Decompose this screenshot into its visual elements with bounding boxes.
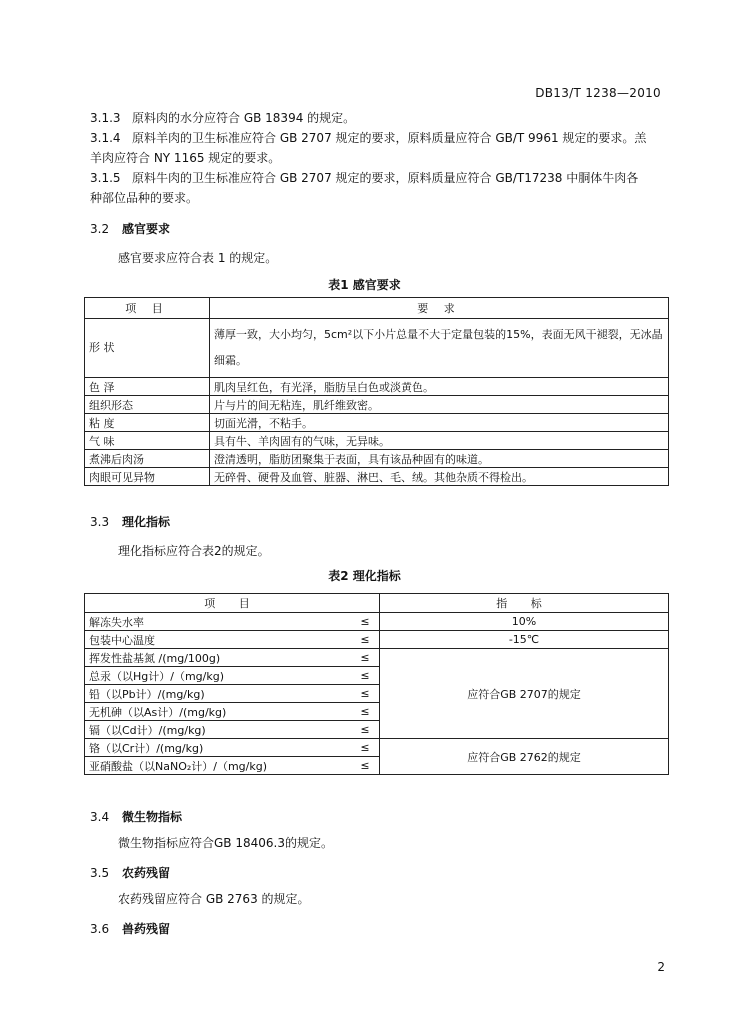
table-row [85, 649, 669, 667]
table1-caption: 表1 感官要求 [328, 278, 401, 292]
row-item: 包装中心温度 [85, 631, 352, 649]
physicochemical-table [84, 593, 669, 775]
section-number: 3.5 [90, 866, 110, 880]
clause-text: 原料牛肉的卫生标准应符合 GB 2707 规定的要求，原料质量应符合 GB/T17238 中胴体牛肉各 [132, 171, 639, 185]
table-row [85, 468, 669, 486]
row-value: 10% [380, 613, 669, 631]
row-value: -15℃ [380, 631, 669, 649]
table-row [85, 613, 669, 631]
table-header-row [85, 594, 669, 613]
column-header-item: 项 目 [85, 298, 210, 319]
section-number: 3.2 [90, 222, 110, 236]
le-sign: ≤ [351, 631, 380, 649]
row-requirement: 澄清透明，脂肪团聚集于表面，具有该品种固有的味道。 [210, 450, 669, 468]
table-row [85, 631, 669, 649]
section-number: 3.6 [90, 922, 110, 936]
section-body-3-3: 理化指标应符合表2的规定。 [118, 544, 270, 558]
section-heading-3-5 [90, 864, 170, 881]
document-number: DB13/T 1238—2010 [535, 86, 661, 100]
section-title: 农药残留 [122, 866, 171, 880]
le-sign: ≤ [351, 721, 380, 739]
section-body-3-2: 感官要求应符合表 1 的规定。 [118, 251, 278, 265]
table-row [85, 396, 669, 414]
section-title: 微生物指标 [122, 810, 183, 824]
le-sign: ≤ [351, 739, 380, 757]
le-sign: ≤ [351, 703, 380, 721]
section-heading-3-2 [90, 220, 170, 237]
clause-text: 原料羊肉的卫生标准应符合 GB 2707 规定的要求，原料质量应符合 GB/T 9961 规定的要求。羔 [132, 131, 647, 145]
page-number: 2 [657, 960, 665, 974]
row-item: 色 泽 [85, 378, 210, 396]
row-item: 铅（以Pb计）/(mg/kg) [85, 685, 352, 703]
clause-3-1-3 [90, 108, 355, 128]
le-sign: ≤ [351, 613, 380, 631]
le-sign: ≤ [351, 757, 380, 775]
clause-3-1-5 [90, 168, 638, 188]
clause-text: 原料肉的水分应符合 GB 18394 的规定。 [132, 111, 356, 125]
le-sign: ≤ [351, 685, 380, 703]
row-item: 亚硝酸盐（以NaNO₂计）/（mg/kg) [85, 757, 352, 775]
section-number: 3.4 [90, 810, 110, 824]
section-heading-3-4 [90, 808, 182, 825]
row-requirement: 肌肉呈红色，有光泽，脂肪呈白色或淡黄色。 [210, 378, 669, 396]
row-item: 肉眼可见异物 [85, 468, 210, 486]
section-heading-3-6 [90, 920, 170, 937]
column-header-indicator: 指 标 [380, 594, 669, 613]
row-requirement: 薄厚一致，大小均匀，5cm²以下小片总量不大于定量包装的15%，表面无风干褪裂，无冰晶细霜。 [210, 319, 669, 378]
clause-number: 3.1.5 [90, 171, 121, 185]
row-item: 组织形态 [85, 396, 210, 414]
table-row [85, 432, 669, 450]
section-number: 3.3 [90, 515, 110, 529]
table-row [85, 450, 669, 468]
table-row [85, 739, 669, 757]
row-item: 总汞（以Hg计）/（mg/kg) [85, 667, 352, 685]
clause-3-1-4 [90, 128, 646, 148]
section-body-3-5: 农药残留应符合 GB 2763 的规定。 [118, 892, 310, 906]
column-header-item: 项 目 [85, 594, 380, 613]
row-item: 气 味 [85, 432, 210, 450]
clause-number: 3.1.4 [90, 131, 121, 145]
le-sign: ≤ [351, 667, 380, 685]
le-sign: ≤ [351, 649, 380, 667]
sensory-requirements-table [84, 297, 669, 486]
row-requirement: 具有牛、羊肉固有的气味，无异味。 [210, 432, 669, 450]
table-row [85, 414, 669, 432]
merged-value-gb2707: 应符合GB 2707的规定 [380, 649, 669, 739]
row-requirement: 无碎骨、硬骨及血管、脏器、淋巴、毛、绒。其他杂质不得检出。 [210, 468, 669, 486]
merged-value-gb2762: 应符合GB 2762的规定 [380, 739, 669, 775]
table-row [85, 319, 669, 378]
row-item: 粘 度 [85, 414, 210, 432]
section-body-3-4: 微生物指标应符合GB 18406.3的规定。 [118, 836, 333, 850]
row-item: 无机砷（以As计）/(mg/kg) [85, 703, 352, 721]
section-title: 理化指标 [122, 515, 171, 529]
row-item: 形 状 [85, 319, 210, 378]
section-title: 感官要求 [122, 222, 171, 236]
row-item: 铬（以Cr计）/(mg/kg) [85, 739, 352, 757]
table-row [85, 378, 669, 396]
table2-caption: 表2 理化指标 [328, 569, 401, 583]
table-header-row [85, 298, 669, 319]
row-item: 挥发性盐基氮 /(mg/100g) [85, 649, 352, 667]
row-item: 镉（以Cd计）/(mg/kg) [85, 721, 352, 739]
column-header-requirement: 要 求 [210, 298, 669, 319]
clause-3-1-4-continued: 羊肉应符合 NY 1165 规定的要求。 [90, 151, 281, 165]
row-requirement: 片与片的间无粘连，肌纤维致密。 [210, 396, 669, 414]
clause-3-1-5-continued: 种部位品种的要求。 [90, 191, 199, 205]
clause-number: 3.1.3 [90, 111, 121, 125]
section-heading-3-3 [90, 513, 170, 530]
section-title: 兽药残留 [122, 922, 171, 936]
row-requirement: 切面光滑，不粘手。 [210, 414, 669, 432]
row-item: 解冻失水率 [85, 613, 352, 631]
row-item: 煮沸后肉汤 [85, 450, 210, 468]
